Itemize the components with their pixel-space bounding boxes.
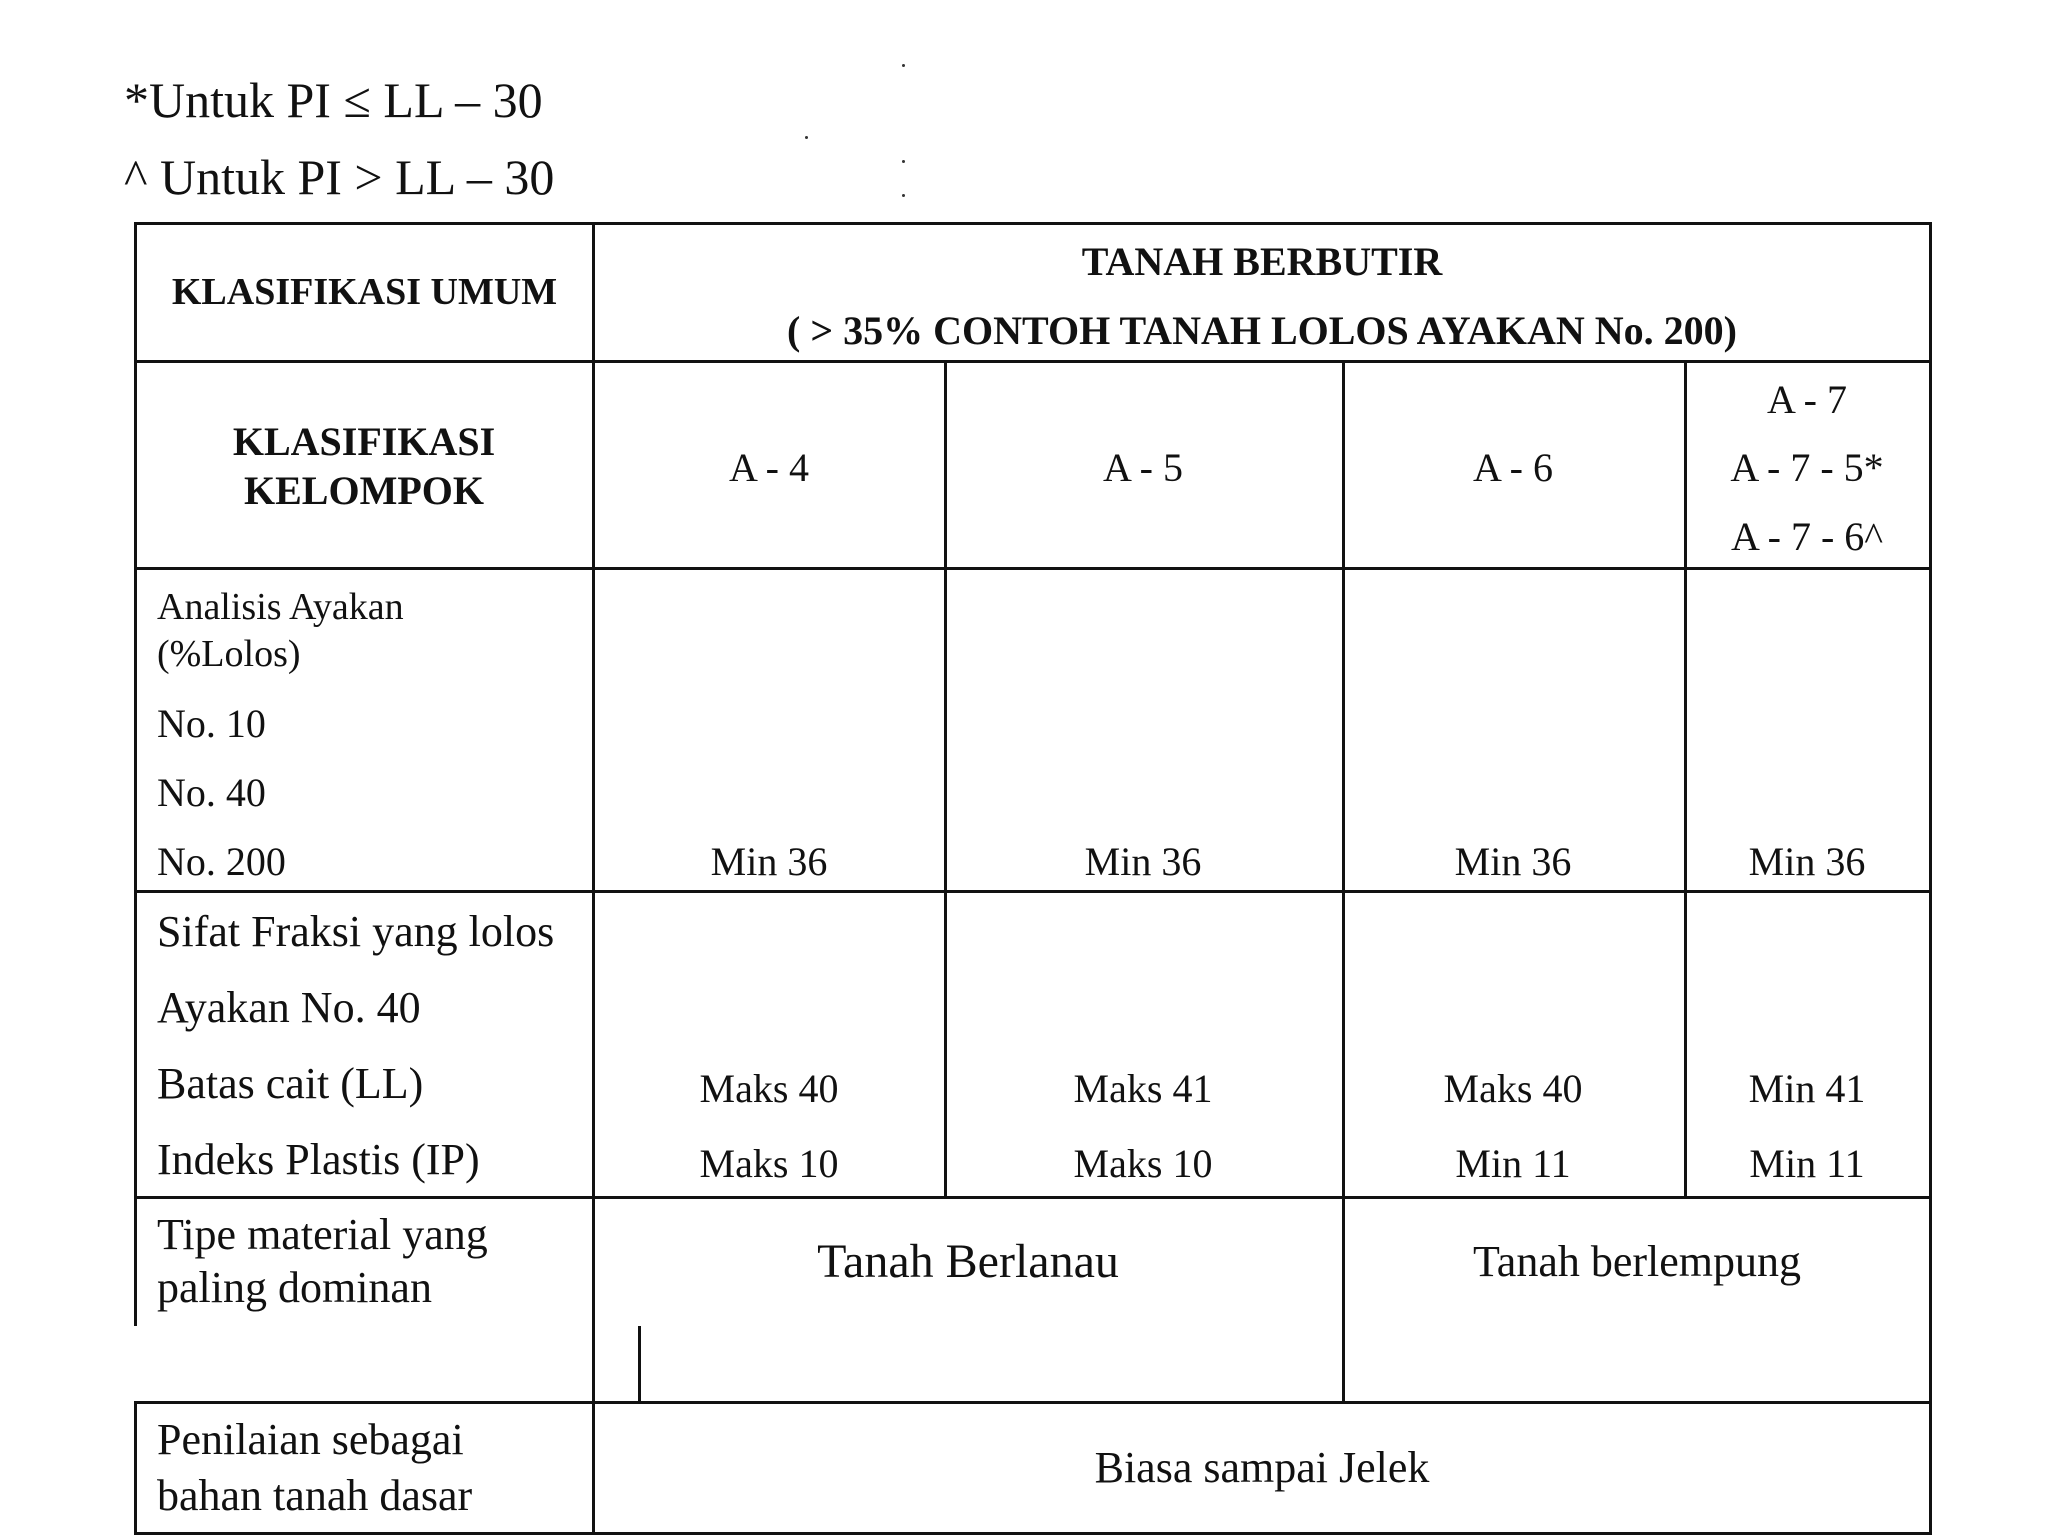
table-col-divider xyxy=(1342,360,1345,1404)
material-label-line1: Tipe material yang xyxy=(157,1210,488,1259)
scan-dot xyxy=(805,136,808,139)
note-pi-less-equal: *Untuk PI ≤ LL – 30 xyxy=(124,72,543,128)
sieve-no200: No. 200 xyxy=(157,839,286,884)
header-general-classification xyxy=(137,225,592,360)
group-a5: A - 5 xyxy=(1103,445,1183,490)
group-a7-6: A - 7 - 6^ xyxy=(1730,514,1884,559)
plasticity-index-label: Indeks Plastis (IP) xyxy=(157,1135,480,1184)
material-silt: Tanah Berlanau xyxy=(817,1235,1119,1288)
group-a7-5: A - 7 - 5* xyxy=(1730,445,1884,490)
general-classification-label: KLASIFIKASI UMUM xyxy=(171,270,558,313)
a7-ip-value: Min 11 xyxy=(1749,1141,1865,1186)
a4-no200-value: Min 36 xyxy=(710,839,828,884)
table-row-divider xyxy=(134,567,1932,570)
table-border-left xyxy=(134,1401,137,1535)
a6-no200-value: Min 36 xyxy=(1454,839,1572,884)
group-a6: A - 6 xyxy=(1473,445,1553,490)
a6-ip-value: Min 11 xyxy=(1455,1141,1571,1186)
table-col-divider xyxy=(1684,360,1687,1199)
scan-dot xyxy=(902,64,905,67)
sieve-label-line2: (%Lolos) xyxy=(157,633,301,675)
a5-ll-value: Maks 41 xyxy=(1073,1066,1213,1111)
material-label-line2: paling dominan xyxy=(157,1263,432,1312)
table-row-divider xyxy=(134,890,1932,893)
sieve-no10: No. 10 xyxy=(157,701,266,746)
group-classification-label-line1: KLASIFIKASI xyxy=(232,419,496,464)
sieve-no40: No. 40 xyxy=(157,770,266,815)
scan-dot xyxy=(902,194,905,197)
scan-dot xyxy=(902,160,905,163)
note-pi-greater: ^ Untuk PI > LL – 30 xyxy=(124,149,555,205)
group-classification-label-line2: KELOMPOK xyxy=(244,468,484,513)
a6-ll-value: Maks 40 xyxy=(1443,1066,1583,1111)
a5-ip-value: Maks 10 xyxy=(1073,1141,1213,1186)
table-col-divider xyxy=(944,360,947,1199)
header-group-title-line1: TANAH BERBUTIR xyxy=(1081,239,1443,284)
material-clay: Tanah berlempung xyxy=(1472,1237,1802,1286)
a4-ll-value: Maks 40 xyxy=(699,1066,839,1111)
table-row-divider xyxy=(134,360,1932,363)
fraction-label-line2: Ayakan No. 40 xyxy=(157,983,421,1032)
liquid-limit-label: Batas cait (LL) xyxy=(157,1059,424,1108)
group-a4: A - 4 xyxy=(729,445,809,490)
table-border-left xyxy=(134,222,137,1326)
rating-label-line2: bahan tanah dasar xyxy=(157,1471,473,1520)
rating-value: Biasa sampai Jelek xyxy=(1094,1443,1430,1492)
header-group-title-line2: ( > 35% CONTOH TANAH LOLOS AYAKAN No. 200) xyxy=(787,308,1737,353)
rating-label-line1: Penilaian sebagai xyxy=(157,1415,464,1464)
table-row-divider xyxy=(134,1401,1932,1404)
table-border-right xyxy=(1929,222,1932,1535)
table-stray-line xyxy=(638,1326,641,1401)
table-row-divider xyxy=(134,1196,1932,1199)
a7-ll-value: Min 41 xyxy=(1748,1066,1866,1111)
table-col-divider xyxy=(592,222,595,1535)
a4-ip-value: Maks 10 xyxy=(699,1141,839,1186)
a5-no200-value: Min 36 xyxy=(1084,839,1202,884)
group-a7: A - 7 xyxy=(1767,377,1847,422)
a7-no200-value: Min 36 xyxy=(1748,839,1866,884)
table-border-bottom xyxy=(134,1532,1932,1535)
fraction-label-line1: Sifat Fraksi yang lolos xyxy=(157,907,555,956)
sieve-label-line1: Analisis Ayakan xyxy=(157,586,404,628)
